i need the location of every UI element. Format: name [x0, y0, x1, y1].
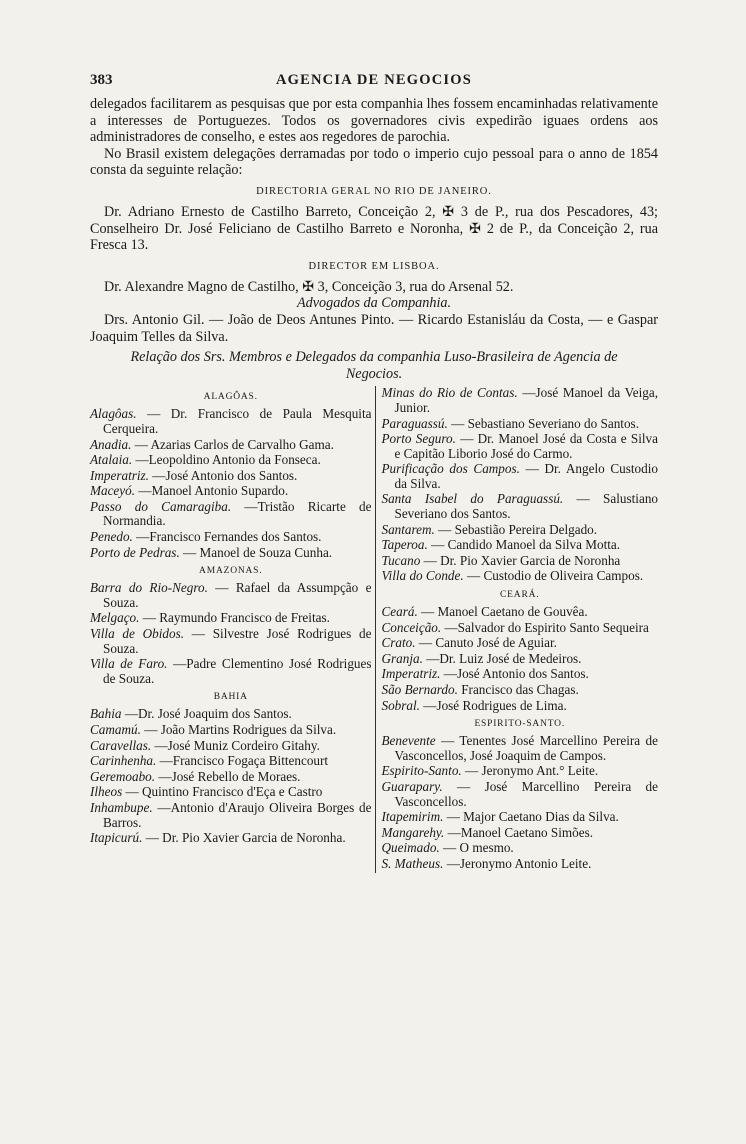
delegate-entry: [90, 546, 371, 561]
place-name: Santa Isabel do Paraguassú.: [381, 491, 564, 507]
place-name: Geremoabo.: [90, 768, 156, 784]
delegate-name: — Raymundo Francisco de Freitas.: [142, 610, 330, 626]
delegate-name: — Dr. Pio Xavier Garcia de Noronha.: [145, 830, 346, 846]
delegate-entry: [90, 739, 371, 754]
delegate-entry: [381, 554, 658, 569]
section-heading: AMAZONAS.: [199, 566, 263, 577]
delegate-name: —Jeronymo Antonio Leite.: [446, 855, 592, 871]
place-name: São Bernardo.: [381, 682, 458, 697]
place-name: Crato.: [381, 635, 416, 651]
delegate-entry: [90, 707, 371, 722]
place-name: Atalaia.: [90, 452, 133, 468]
place-name: Paraguassú.: [381, 415, 448, 431]
delegate-entry: [381, 857, 658, 872]
delegate-name: — Jeronymo Ant.° Leite.: [465, 763, 599, 779]
relacao-title: Relação dos Srs. Membros e Delegados da companhia Luso-Brasileira de Agencia de Negocios.: [130, 349, 618, 382]
delegate-entry: [381, 492, 658, 521]
place-name: Anadia.: [90, 436, 132, 452]
delegate-name: — José Marcellino Pereira de Vasconcellos.: [394, 778, 658, 809]
place-name: Camamú.: [90, 722, 141, 737]
delegate-entry: [90, 611, 371, 626]
place-name: Penedo.: [90, 529, 133, 545]
delegate-entry: [90, 627, 371, 656]
delegate-entry: [90, 723, 371, 738]
left-column: [90, 386, 375, 872]
intro-paragraph-2: No Brasil existem delegações derramadas por todo o imperio cujo pessoal para o anno de 1854 consta da seguinte relação:: [90, 145, 658, 179]
delegate-name: — Dr. Pio Xavier Garcia de Noronha: [423, 552, 621, 568]
place-name: Ceará.: [381, 604, 418, 620]
section-heading: CEARÁ.: [500, 590, 540, 601]
place-name: Sobral.: [381, 697, 420, 713]
delegate-name: —Manoel Caetano Simões.: [447, 824, 594, 840]
place-name: Guarapary.: [381, 778, 443, 794]
delegate-name: — O mesmo.: [443, 840, 514, 856]
delegate-name: — Quintino Francisco d'Eça e Castro: [125, 784, 323, 800]
place-name: Inhambupe.: [90, 799, 153, 815]
delegate-entry: [90, 484, 371, 499]
delegate-entry: [381, 699, 658, 714]
directoria-heading: DIRECTORIA GERAL NO RIO DE JANEIRO.: [256, 185, 492, 197]
right-column: [375, 386, 658, 872]
delegate-name: —José Antonio dos Santos.: [152, 467, 298, 483]
delegate-name: — Dr. Manoel José da Costa e Silva e Capitão Liborio José do Carmo.: [394, 431, 658, 461]
place-name: Maceyó.: [90, 483, 136, 499]
delegate-name: — Canuto José de Aguiar.: [418, 635, 557, 651]
delegate-name: —Leopoldino Antonio da Fonseca.: [135, 452, 321, 468]
page-number: 383: [90, 72, 113, 88]
delegate-entry: [90, 754, 371, 769]
section-heading: ESPIRITO-SANTO.: [474, 719, 566, 730]
delegate-entry: [381, 764, 658, 779]
place-name: Villa de Faro.: [90, 656, 168, 672]
place-name: Ilheos: [90, 784, 123, 800]
page-header: [90, 70, 658, 96]
place-name: Tucano: [381, 552, 421, 568]
place-name: Porto de Pedras.: [90, 544, 180, 560]
delegate-name: —Manoel Antonio Supardo.: [138, 483, 289, 499]
delegate-entry: [90, 438, 371, 453]
delegate-name: —Francisco Fernandes dos Santos.: [136, 529, 322, 545]
delegate-entry: [90, 453, 371, 468]
delegate-entry: [381, 605, 658, 620]
place-name: Bahia: [90, 706, 122, 722]
delegate-name: — Rafael da Assumpção e Souza.: [103, 580, 372, 610]
delegate-entry: [381, 810, 658, 825]
intro-paragraph-1: delegados facilitarem as pesquisas que por esta companhia lhes fossem encaminhadas relativamente a interesses de Portuguezes. Todos os governadores civis expedirão iguaes ordens aos administradores de conselho, e estes aos regedores de parochia.: [90, 96, 658, 146]
directoria-text: Dr. Adriano Ernesto de Castilho Barreto, Conceição 2, ✠ 3 de P., rua dos Pescadores, 43; Conselheiro Dr. José Feliciano de Castilho Barreto e Noronha, ✠ 2 de P., da Conceição 2, rua Fresca 13.: [90, 203, 658, 254]
delegate-name: —José Antonio dos Santos.: [443, 666, 589, 682]
place-name: Imperatriz.: [90, 467, 149, 483]
place-name: Melgaço.: [90, 610, 140, 626]
place-name: Conceição.: [381, 619, 442, 635]
advogados-text: Drs. Antonio Gil. — João de Deos Antunes Pinto. — Ricardo Estanisláu da Costa, — e Gaspar Joaquim Telles da Silva.: [90, 311, 658, 345]
delegate-entry: [381, 569, 658, 584]
delegate-entry: [90, 785, 371, 800]
delegate-name: — Salustiano Severiano dos Santos.: [394, 491, 659, 522]
delegate-name: —Padre Clementino José Rodrigues de Souza.: [103, 656, 372, 686]
delegate-name: —José Rodrigues de Lima.: [423, 697, 567, 713]
delegate-entry: [90, 500, 371, 529]
place-name: Villa do Conde.: [381, 568, 464, 584]
delegate-name: — Major Caetano Dias da Silva.: [446, 809, 619, 825]
delegate-name: —José Rebello de Moraes.: [158, 768, 301, 784]
delegate-name: — João Martins Rodrigues da Silva.: [144, 722, 337, 737]
place-name: Santarem.: [381, 521, 435, 537]
delegate-entry: [381, 826, 658, 841]
place-name: Alagôas.: [90, 406, 137, 422]
place-name: Imperatriz.: [381, 666, 441, 682]
delegate-name: — Manoel Caetano de Gouvêa.: [421, 604, 588, 620]
delegate-name: — Manoel de Souza Cunha.: [183, 544, 333, 560]
delegate-name: — Sebastião Pereira Delgado.: [438, 521, 598, 537]
place-name: Benevente: [381, 733, 436, 749]
delegate-name: — Dr. Francisco de Paula Mesquita Cerqueira.: [103, 406, 372, 436]
delegate-entry: [381, 462, 658, 491]
delegate-entry: [90, 770, 371, 785]
place-name: Carinhenha.: [90, 753, 157, 769]
delegate-entry: [381, 386, 658, 415]
place-name: Mangarehy.: [381, 824, 445, 840]
delegate-entry: [381, 667, 658, 682]
delegate-entry: [381, 523, 658, 538]
section-heading: ALAGÔAS.: [203, 392, 258, 403]
advogados-heading: Advogados da Companhia.: [296, 295, 452, 312]
place-name: Passo do Camaragiba.: [90, 498, 232, 514]
delegate-entry: [90, 530, 371, 545]
delegate-name: — Candido Manoel da Silva Motta.: [431, 537, 621, 553]
place-name: Granja.: [381, 650, 423, 666]
place-name: Villa de Obidos.: [90, 626, 185, 642]
delegate-entry: [381, 652, 658, 667]
place-name: Caravellas.: [90, 737, 152, 753]
place-name: Espirito-Santo.: [381, 763, 462, 779]
delegate-entry: [381, 683, 658, 698]
delegate-name: Francisco das Chagas.: [461, 682, 579, 697]
delegate-entry: [90, 469, 371, 484]
delegate-entry: [90, 581, 371, 610]
delegate-name: — Tenentes José Marcellino Pereira de Vasconcellos, José Joaquim de Campos.: [394, 733, 658, 763]
running-title: AGENCIA DE NEGOCIOS: [275, 72, 473, 88]
delegate-name: —Antonio d'Araujo Oliveira Borges de Barros.: [103, 799, 372, 830]
place-name: Queimado.: [381, 840, 440, 856]
delegate-entry: [90, 657, 371, 686]
delegate-name: —Dr. Luiz José de Medeiros.: [426, 650, 582, 666]
director-heading: DIRECTOR EM LISBOA.: [308, 260, 440, 272]
delegate-entry: [381, 734, 658, 763]
delegate-name: — Sebastiano Severiano do Santos.: [451, 415, 639, 431]
book-page: [90, 70, 658, 873]
place-name: Porto Seguro.: [381, 431, 456, 447]
delegate-entry: [381, 780, 658, 809]
place-name: Taperoa.: [381, 537, 428, 553]
delegate-entry: [381, 621, 658, 636]
delegate-entry: [381, 432, 658, 461]
delegates-columns: [90, 386, 658, 872]
place-name: Itapicurú.: [90, 830, 143, 846]
delegate-name: —José Manoel da Veiga, Junior.: [394, 385, 659, 415]
delegate-entry: [90, 831, 371, 846]
delegate-name: — Dr. Angelo Custodio da Silva.: [394, 461, 658, 491]
delegate-name: —Dr. José Joaquim dos Santos.: [124, 706, 292, 722]
place-name: Purificação dos Campos.: [381, 461, 520, 477]
delegate-name: —Salvador do Espirito Santo Sequeira: [444, 619, 649, 635]
delegate-name: —Tristão Ricarte de Normandia.: [103, 498, 372, 529]
place-name: Itapemirim.: [381, 809, 444, 825]
delegate-name: —José Muniz Cordeiro Gitahy.: [154, 737, 320, 753]
delegate-name: — Silvestre José Rodrigues de Souza.: [103, 626, 372, 656]
place-name: Minas do Rio de Contas.: [381, 385, 518, 401]
delegate-entry: [381, 417, 658, 432]
place-name: Barra do Rio-Negro.: [90, 580, 208, 596]
section-heading: BAHIA: [213, 692, 248, 703]
director-text: Dr. Alexandre Magno de Castilho, ✠ 3, Conceição 3, rua do Arsenal 52.: [104, 278, 514, 295]
place-name: S. Matheus.: [381, 855, 444, 871]
delegate-entry: [90, 407, 371, 436]
delegate-entry: [90, 801, 371, 830]
delegate-entry: [381, 636, 658, 651]
delegate-name: — Custodio de Oliveira Campos.: [466, 568, 644, 584]
delegate-entry: [381, 841, 658, 856]
delegate-entry: [381, 538, 658, 553]
delegate-name: — Azarias Carlos de Carvalho Gama.: [134, 436, 334, 452]
delegate-name: —Francisco Fogaça Bittencourt: [159, 753, 329, 769]
